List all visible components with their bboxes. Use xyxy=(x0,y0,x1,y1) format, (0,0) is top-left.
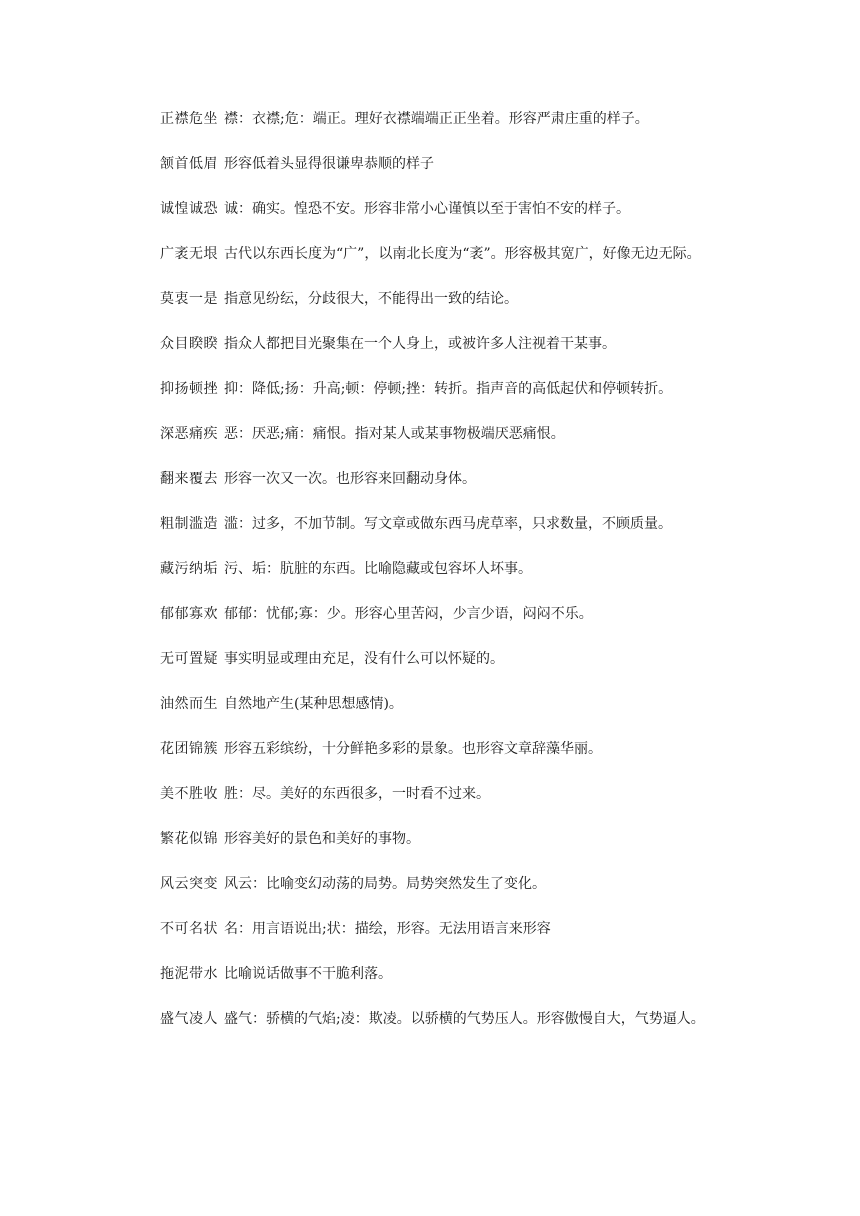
idiom-term: 抑扬顿挫 xyxy=(160,381,218,397)
idiom-term: 无可置疑 xyxy=(160,651,218,667)
idiom-entry xyxy=(130,783,742,805)
idiom-definition: 诚：确实。惶恐不安。形容非常小心谨慎以至于害怕不安的样子。 xyxy=(224,201,630,217)
idiom-term: 粗制滥造 xyxy=(160,516,218,532)
idiom-term: 不可名状 xyxy=(160,921,218,937)
idiom-term: 莫衷一是 xyxy=(160,291,218,307)
idiom-term: 广袤无垠 xyxy=(160,246,218,262)
idiom-definition: 形容低着头显得很谦卑恭顺的样子 xyxy=(224,156,434,172)
idiom-term: 藏污纳垢 xyxy=(160,561,218,577)
idiom-entry xyxy=(130,1008,742,1030)
idiom-entry xyxy=(130,648,742,670)
idiom-definition: 比喻说话做事不干脆利落。 xyxy=(224,966,392,982)
idiom-definition: 污、垢：肮脏的东西。比喻隐藏或包容坏人坏事。 xyxy=(224,561,532,577)
idiom-entry xyxy=(130,108,742,130)
idiom-term: 盛气凌人 xyxy=(160,1011,218,1027)
idiom-entry xyxy=(130,513,742,535)
idiom-entry xyxy=(130,873,742,895)
idiom-entry xyxy=(130,423,742,445)
idiom-term: 繁花似锦 xyxy=(160,831,218,847)
idiom-entry xyxy=(130,288,742,310)
idiom-entry xyxy=(130,198,742,220)
idiom-entry xyxy=(130,603,742,625)
idiom-term: 美不胜收 xyxy=(160,786,218,802)
idiom-entry xyxy=(130,558,742,580)
idiom-definition: 胜：尽。美好的东西很多，一时看不过来。 xyxy=(224,786,490,802)
idiom-term: 郁郁寡欢 xyxy=(160,606,218,622)
idiom-term: 正襟危坐 xyxy=(160,111,218,127)
idiom-definition: 滥：过多，不加节制。写文章或做东西马虎草率，只求数量，不顾质量。 xyxy=(224,516,672,532)
idiom-term: 深恶痛疾 xyxy=(160,426,218,442)
idiom-entry xyxy=(130,333,742,355)
idiom-definition: 古代以东西长度为“广”，以南北长度为“袤”。形容极其宽广，好像无边无际。 xyxy=(224,246,701,262)
idiom-term: 花团锦簇 xyxy=(160,741,218,757)
idiom-entry xyxy=(130,153,742,175)
idiom-definition: 恶：厌恶;痛：痛恨。指对某人或某事物极端厌恶痛恨。 xyxy=(224,426,565,442)
idiom-definition: 形容五彩缤纷，十分鲜艳多彩的景象。也形容文章辞藻华丽。 xyxy=(224,741,602,757)
idiom-definition: 形容一次又一次。也形容来回翻动身体。 xyxy=(224,471,476,487)
idiom-entry xyxy=(130,738,742,760)
idiom-definition: 事实明显或理由充足，没有什么可以怀疑的。 xyxy=(224,651,504,667)
idiom-entry xyxy=(130,378,742,400)
idiom-definition: 形容美好的景色和美好的事物。 xyxy=(224,831,420,847)
idiom-entry xyxy=(130,963,742,985)
idiom-entry xyxy=(130,828,742,850)
idiom-term: 油然而生 xyxy=(160,696,218,712)
idiom-definition: 风云：比喻变幻动荡的局势。局势突然发生了变化。 xyxy=(224,876,546,892)
idiom-definition: 郁郁：忧郁;寡：少。形容心里苦闷，少言少语，闷闷不乐。 xyxy=(224,606,593,622)
idiom-term: 颔首低眉 xyxy=(160,156,218,172)
idiom-entry xyxy=(130,243,742,265)
idiom-entry xyxy=(130,918,742,940)
idiom-definition: 盛气：骄横的气焰;凌：欺凌。以骄横的气势压人。形容傲慢自大，气势逼人。 xyxy=(224,1011,705,1027)
idiom-definition: 指意见纷纭，分歧很大，不能得出一致的结论。 xyxy=(224,291,518,307)
idiom-entry xyxy=(130,693,742,715)
idiom-definition: 自然地产生(某种思想感情)。 xyxy=(224,696,403,712)
idiom-term: 风云突变 xyxy=(160,876,218,892)
idiom-term: 诚惶诚恐 xyxy=(160,201,218,217)
idiom-term: 翻来覆去 xyxy=(160,471,218,487)
idiom-term: 拖泥带水 xyxy=(160,966,218,982)
idiom-term: 众目睽睽 xyxy=(160,336,218,352)
idiom-definition: 指众人都把目光聚集在一个人身上，或被许多人注视着干某事。 xyxy=(224,336,616,352)
idiom-list xyxy=(130,108,742,1053)
idiom-definition: 名：用言语说出;状：描绘，形容。无法用语言来形容 xyxy=(224,921,551,937)
idiom-definition: 襟：衣襟;危：端正。理好衣襟端端正正坐着。形容严肃庄重的样子。 xyxy=(224,111,649,127)
idiom-definition: 抑：降低;扬：升高;顿：停顿;挫：转折。指声音的高低起伏和停顿转折。 xyxy=(224,381,673,397)
idiom-entry xyxy=(130,468,742,490)
